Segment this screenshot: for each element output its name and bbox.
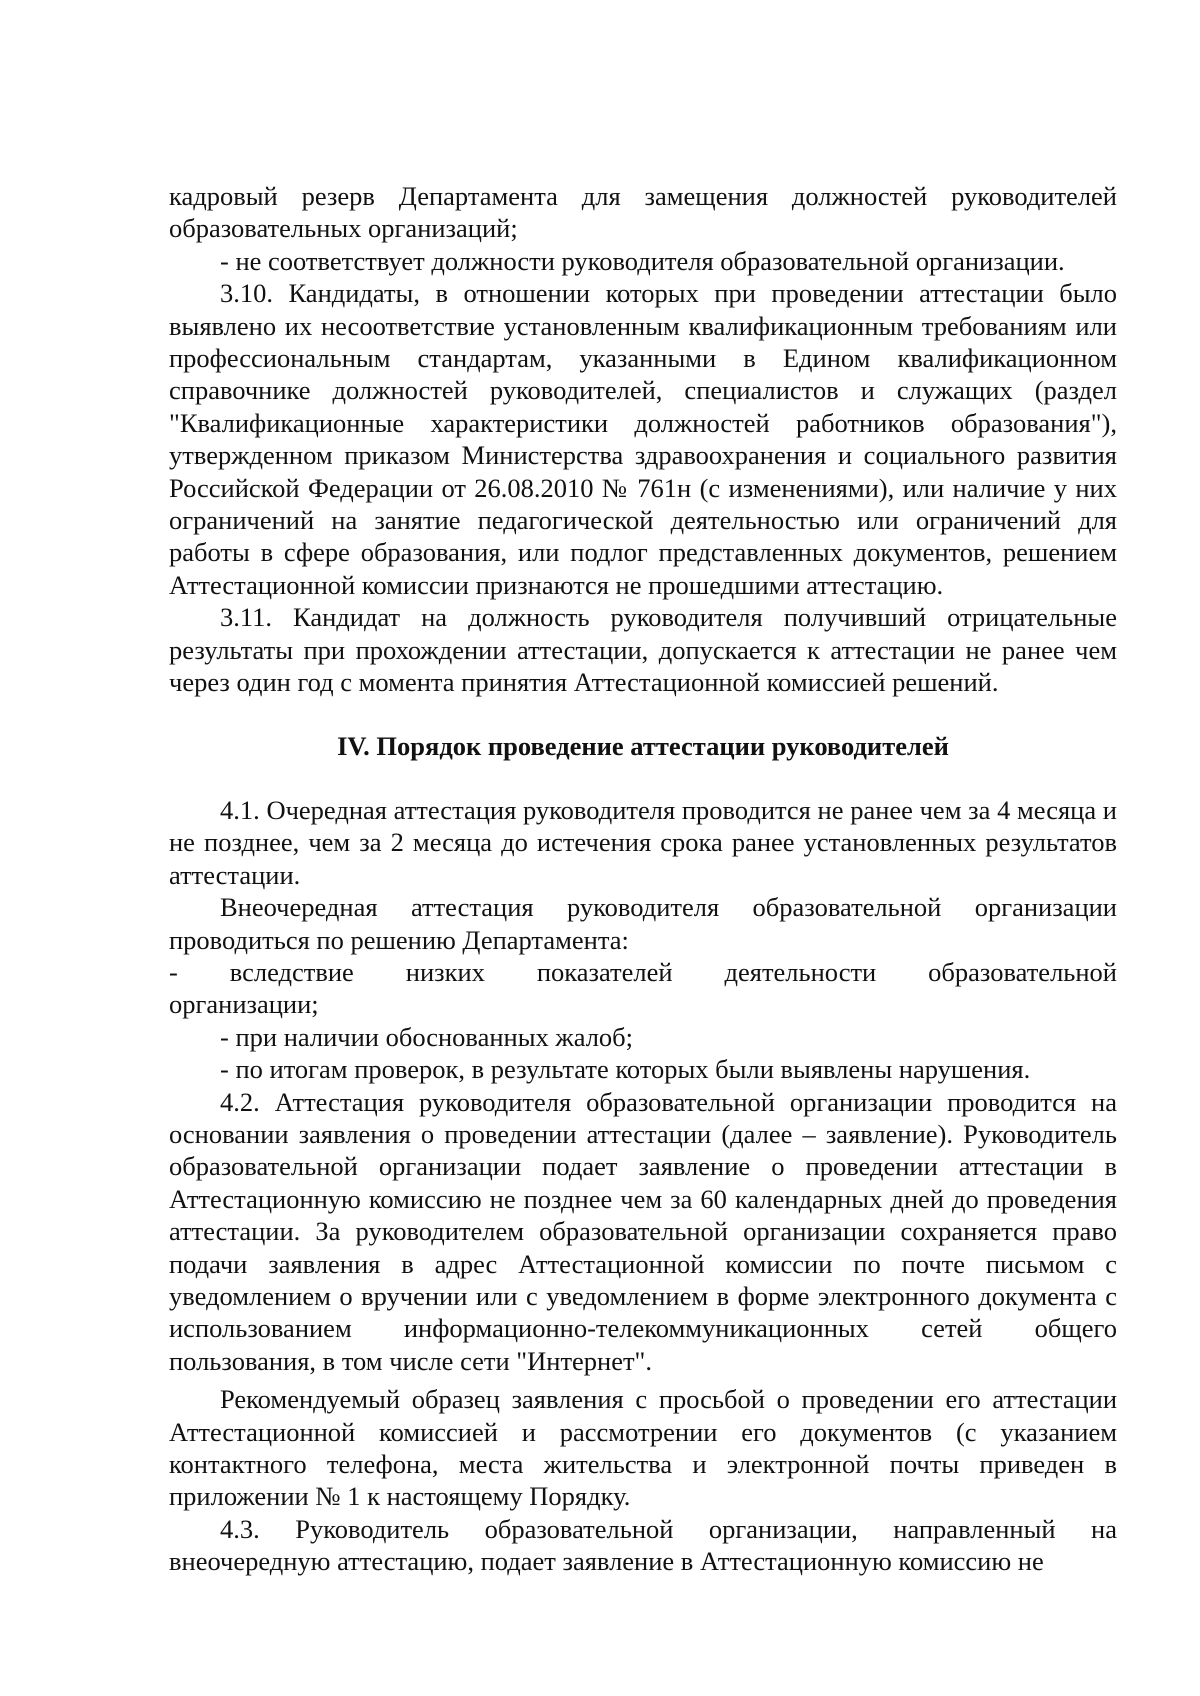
paragraph-3-11: 3.11. Кандидат на должность руководителя получивший отрицательные результаты при прохождении аттестации, допускается к аттестации не ранее чем через один год с момента принятия Аттестационной комиссией решений. [169,602,1117,698]
list-item-inspections: - по итогам проверок, в результате которых были выявлены нарушения. [220,1054,1031,1085]
list-item-complaints: - при наличии обоснованных жалоб; [220,1021,634,1052]
paragraph-4-3: 4.3. Руководитель образовательной организации, направленный на внеочередную аттестацию, подает заявление в Аттестационную комиссию не [169,1513,1117,1577]
paragraph-4-2: 4.2. Аттестация руководителя образовательной организации проводится на основании заявления о проведении аттестации (далее – заявление). Руководитель образовательной организации подает заявление о проведении аттестации в Аттестационную комиссию не позднее чем за 60 календарных дней до проведения аттестации. За руководителем образовательной организации сохраняется право подачи заявления в адрес Аттестационной комиссии по почте письмом с уведомлением о вручении или с уведомлением в форме электронного документа с использованием информационно-телекоммуникационных сетей общего пользования, в том числе сети "Интернет". [169,1086,1117,1376]
paragraph-not-suitable: - не соответствует должности руководителя образовательной организации. [220,245,1065,276]
paragraph-3-10: 3.10. Кандидаты, в отношении которых при проведении аттестации было выявлено их несоответствие установленным квалификационным требованиям или профессиональным стандартам, указанными в Едином квалификационном справочнике должностей руководителей, специалистов и служащих (раздел "Квалификационные характеристики должностей работников образования"), утвержденном приказом Министерства здравоохранения и социального развития Российской Федерации от 26.08.2010 № 761н (с изменениями), или наличие у них ограничений на занятие педагогической деятельностью или ограничений для работы в сфере образования, или подлог представленных документов, решением Аттестационной комиссии признаются не прошедшими аттестацию. [169,278,1117,600]
paragraph-sample-application: Рекомендуемый образец заявления с просьбой о проведении его аттестации Аттестационной комиссией и рассмотрении его документов (с указанием контактного телефона, места жительства и электронной почты приведен в приложении № 1 к настоящему Порядку. [169,1384,1117,1512]
list-item-continuation: организации; [169,989,319,1020]
list-item-low-indicators: - вследствие низких показателей деятельности образовательной [169,956,1117,987]
section-heading: IV. Порядок проведение аттестации руководителей [337,730,949,761]
document-body [169,180,1117,1578]
paragraph-personnel-reserve: кадровый резерв Департамента для замещения должностей руководителей образовательных организаций; [169,181,1117,244]
paragraph-extraordinary: Внеочередная аттестация руководителя образовательной организации проводиться по решению Департамента: [169,892,1117,955]
paragraph-4-1: 4.1. Очередная аттестация руководителя проводится не ранее чем за 4 месяца и не позднее, чем за 2 месяца до истечения срока ранее установленных результатов аттестации. [169,794,1117,890]
